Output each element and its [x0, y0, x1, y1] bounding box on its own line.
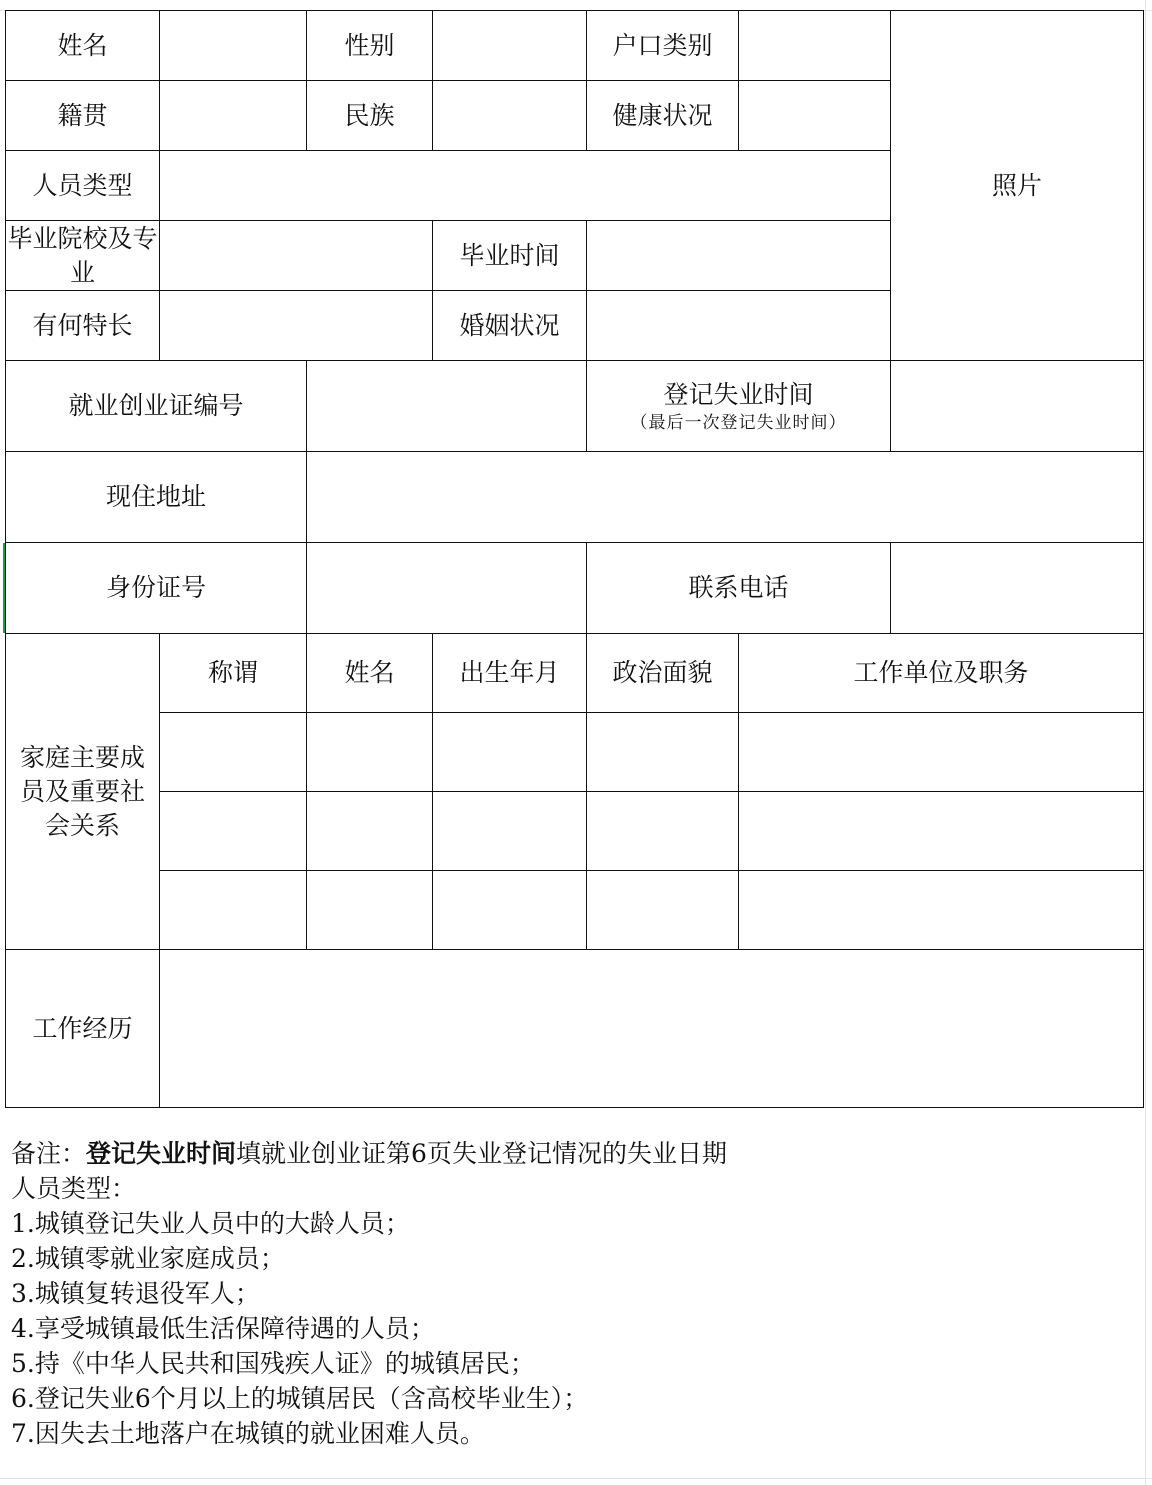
address-field[interactable] — [307, 452, 1144, 543]
phone-label: 联系电话 — [587, 543, 891, 634]
family-row — [6, 713, 1144, 792]
grad-time-label: 毕业时间 — [433, 221, 587, 291]
person-type-item: 5.持《中华人民共和国残疾人证》的城镇居民； — [11, 1349, 535, 1378]
person-type-label: 人员类型 — [6, 151, 160, 221]
family-cell[interactable] — [739, 792, 1144, 871]
hukou-field[interactable] — [739, 11, 891, 81]
unemployment-time-field[interactable] — [891, 361, 1144, 452]
school-major-label: 毕业院校及专业 — [6, 221, 160, 291]
form-row — [6, 452, 1144, 543]
family-cell[interactable] — [587, 713, 739, 792]
native-place-field[interactable] — [160, 81, 307, 151]
health-label: 健康状况 — [587, 81, 739, 151]
cert-number-field[interactable] — [307, 361, 587, 452]
form-row — [6, 11, 1144, 81]
family-cell[interactable] — [160, 713, 307, 792]
family-cell[interactable] — [587, 792, 739, 871]
health-field[interactable] — [739, 81, 891, 151]
cert-number-label: 就业创业证编号 — [6, 361, 307, 452]
notes-section — [11, 1136, 727, 1451]
school-major-field[interactable] — [160, 221, 433, 291]
family-header-employer: 工作单位及职务 — [739, 634, 1144, 713]
family-cell[interactable] — [307, 713, 433, 792]
person-type-field[interactable] — [160, 151, 891, 221]
family-cell[interactable] — [307, 871, 433, 950]
family-members-label: 家庭主要成员及重要社会关系 — [6, 634, 160, 950]
family-cell[interactable] — [739, 713, 1144, 792]
remark-rest: 填就业创业证第6页失业登记情况的失业日期 — [236, 1139, 727, 1168]
person-type-item: 3.城镇复转退役军人； — [11, 1279, 260, 1308]
skills-field[interactable] — [160, 291, 433, 361]
gender-label: 性别 — [307, 11, 433, 81]
address-label: 现住地址 — [6, 452, 307, 543]
work-history-row — [6, 950, 1144, 1108]
skills-label: 有何特长 — [6, 291, 160, 361]
grad-time-field[interactable] — [587, 221, 891, 291]
family-header-birth: 出生年月 — [433, 634, 587, 713]
marital-field[interactable] — [587, 291, 891, 361]
work-history-field[interactable] — [160, 950, 1144, 1108]
person-type-item: 4.享受城镇最低生活保障待遇的人员； — [11, 1314, 435, 1343]
registration-form-table — [5, 10, 1144, 1108]
form-row — [6, 361, 1144, 452]
family-header-name: 姓名 — [307, 634, 433, 713]
family-cell[interactable] — [433, 871, 587, 950]
work-history-label: 工作经历 — [6, 950, 160, 1108]
family-cell[interactable] — [307, 792, 433, 871]
family-row — [6, 871, 1144, 950]
family-header-relation: 称谓 — [160, 634, 307, 713]
ethnicity-label: 民族 — [307, 81, 433, 151]
id-number-field[interactable] — [307, 543, 587, 634]
remark-bold: 登记失业时间 — [86, 1139, 237, 1168]
photo-cell[interactable]: 照片 — [891, 11, 1144, 361]
person-types-title: 人员类型： — [11, 1174, 137, 1203]
name-field[interactable] — [160, 11, 307, 81]
unemployment-time-note: （最后一次登记失业时间） — [630, 413, 847, 433]
family-cell[interactable] — [160, 871, 307, 950]
family-header-row — [6, 634, 1144, 713]
marital-label: 婚姻状况 — [433, 291, 587, 361]
family-header-political: 政治面貌 — [587, 634, 739, 713]
family-cell[interactable] — [160, 792, 307, 871]
id-number-label: 身份证号 — [6, 543, 307, 634]
person-type-item: 6.登记失业6个月以上的城镇居民（含高校毕业生）； — [11, 1384, 589, 1413]
family-row — [6, 792, 1144, 871]
remark-line — [11, 1136, 727, 1171]
hukou-label: 户口类别 — [587, 11, 739, 81]
form-row — [6, 543, 1144, 634]
person-type-item: 1.城镇登记失业人员中的大龄人员； — [11, 1209, 410, 1238]
native-place-label: 籍贯 — [6, 81, 160, 151]
unemployment-time-title: 登记失业时间 — [663, 380, 814, 409]
family-cell[interactable] — [587, 871, 739, 950]
family-cell[interactable] — [433, 792, 587, 871]
person-type-item: 2.城镇零就业家庭成员； — [11, 1244, 285, 1273]
phone-field[interactable] — [891, 543, 1144, 634]
person-type-item: 7.因失去土地落户在城镇的就业困难人员。 — [11, 1419, 485, 1448]
remark-prefix: 备注： — [11, 1139, 87, 1168]
name-label: 姓名 — [6, 11, 160, 81]
unemployment-time-label — [587, 361, 891, 452]
gender-field[interactable] — [433, 11, 587, 81]
family-cell[interactable] — [433, 713, 587, 792]
ethnicity-field[interactable] — [433, 81, 587, 151]
family-cell[interactable] — [739, 871, 1144, 950]
